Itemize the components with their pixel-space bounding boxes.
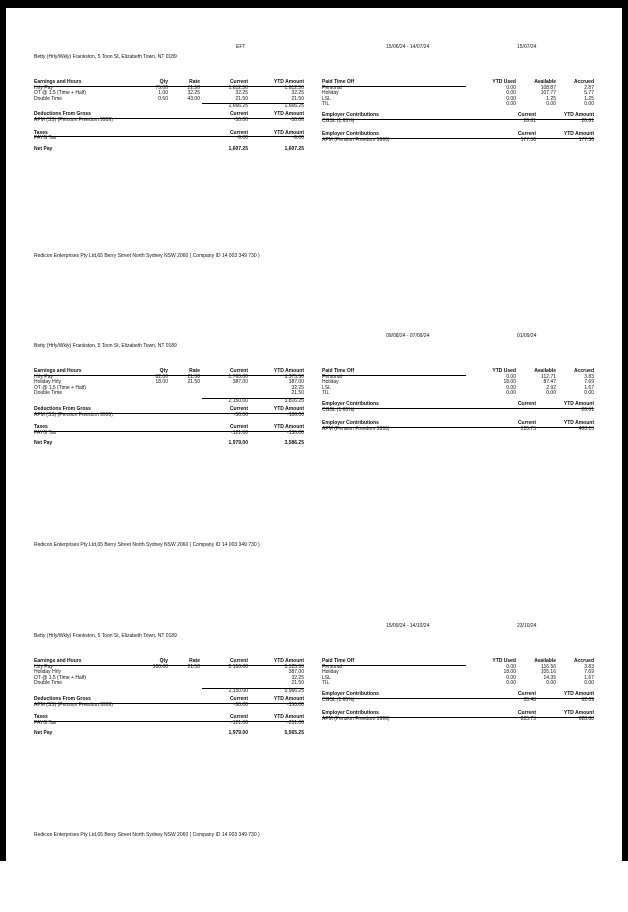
emp1-current-header: Current (517, 401, 536, 407)
deductions-current-header: Current (229, 696, 248, 702)
emp2-cell: APM (Pension Freedom 9999) (322, 136, 390, 143)
emp1-cell: 35.48 (523, 696, 536, 703)
earnings-cell (200, 391, 248, 397)
qty-header: Qty (159, 79, 168, 85)
earnings-cell: 21.50 (291, 390, 304, 397)
pto-available-header: Available (534, 368, 556, 374)
emp2-current-header: Current (517, 420, 536, 427)
earnings-cell: OT @ 1.5 (Time + Half) (34, 384, 86, 391)
deductions-cell: -100.00 (287, 411, 304, 418)
right-border (622, 0, 628, 861)
earnings-cell: Holiday Hrly (34, 379, 61, 386)
taxes-cell: PAYG Tax (34, 135, 57, 142)
taxes-cell: -121.00 (231, 719, 248, 726)
pto-cell: LSL (322, 384, 331, 391)
earnings-cell: 82.00 (155, 373, 168, 380)
pto-cell: 18.00 (503, 379, 516, 386)
eft-label: EFT (236, 44, 246, 50)
net-pay-ytd: 5,565.25 (284, 730, 304, 737)
deductions-current-header: Current (229, 406, 248, 412)
net-pay-label: Net Pay (34, 730, 53, 737)
employee-address: Betty (Hrly/Wkly) Frankston, 5 Toon St, Elizabeth Town, NT 0189 (34, 633, 177, 639)
pto-rule (322, 375, 466, 376)
earnings-cell: 21.50 (235, 95, 248, 102)
pay-period: 15/09/24 - 14/10/24 (386, 623, 430, 629)
pto-cell: 87.47 (543, 379, 556, 386)
earnings-header: Earnings and Hours (34, 368, 82, 374)
emp2-ytd-header: YTD Amount (563, 131, 594, 138)
ded-rule (34, 118, 304, 119)
pto-row (322, 681, 594, 687)
earnings-cell: Double Time (34, 390, 63, 397)
earnings-row (34, 391, 304, 397)
pto-cell: 1.25 (546, 95, 556, 102)
deductions-ytd-header: YTD Amount (273, 696, 304, 702)
company-footer: Redicon Enterprises Pty Ltd,65 Berry Street North Sydney NSW 2060 ( Company ID 14 003 349 730 ) (34, 832, 260, 838)
top-border (0, 0, 628, 8)
earnings-cell: 1,612.50 (284, 84, 304, 91)
pto-cell: 7.69 (584, 379, 594, 386)
pto-row (322, 102, 594, 108)
earnings-cell: 21.50 (187, 663, 200, 670)
earnings-rule (34, 665, 304, 666)
pay-period: 09/08/24 - 07/09/24 (386, 333, 430, 339)
pay-date: 23/10/24 (517, 623, 537, 629)
pto-cell: 105.16 (540, 669, 556, 676)
ytd-header: YTD Amount (273, 368, 304, 374)
ytd-header: YTD Amount (273, 658, 304, 664)
emp2-current-header: Current (517, 131, 536, 138)
pto-cell: 0.00 (506, 101, 516, 108)
deductions-cell: APM (SS) (Pension Freedom 9999) (34, 701, 113, 708)
earnings-cell: 32.25 (291, 674, 304, 681)
earnings-cell: OT @ 1.5 (Time + Half) (34, 90, 86, 97)
earnings-cell: 2,150.00 (228, 663, 248, 670)
rate-header: Rate (189, 658, 200, 664)
earnings-rule (34, 375, 304, 376)
pto-accrued-header: Accrued (573, 368, 594, 374)
emp2-header: Employer Contributions (322, 131, 379, 138)
current-header: Current (229, 368, 248, 374)
net-pay-current: 1,979.00 (228, 730, 248, 737)
emp1-cell: 62.09 (581, 696, 594, 703)
pto-cell: 18.00 (503, 669, 516, 676)
deductions-cell: APM (SS) (Pension Freedom 9999) (34, 411, 113, 418)
earnings-cell (200, 681, 248, 687)
earnings-cell: 75.00 (155, 84, 168, 91)
emp2-ytd-header: YTD Amount (563, 420, 594, 427)
pto-available-header: Available (534, 79, 556, 85)
ded-rule (34, 703, 304, 704)
pto-cell: Personal (322, 663, 342, 670)
earnings-cell: Hrly Pay (34, 84, 53, 91)
earnings-cell: 21.50 (187, 379, 200, 386)
earnings-total-current: 2,150.00 (228, 397, 248, 404)
pay-period: 15/06/24 - 14/07/24 (386, 44, 430, 50)
company-footer: Redicon Enterprises Pty Ltd,65 Berry Street North Sydney NSW 2060 ( Company ID 14 003 349 730 ) (34, 253, 260, 259)
emp2-ytd-header: YTD Amount (563, 710, 594, 717)
earnings-cell: 5,525.50 (284, 663, 304, 670)
taxes-current-header: Current (229, 129, 248, 136)
deductions-cell: -50.00 (233, 116, 248, 123)
pto-cell: 0.00 (546, 101, 556, 108)
earnings-cell: 387.00 (288, 669, 304, 676)
pto-cell: 5.77 (584, 90, 594, 97)
emp1-rule (322, 119, 594, 120)
earnings-cell: 1,612.50 (228, 84, 248, 91)
rate-header: Rate (189, 368, 200, 374)
pto-cell: Holiday (322, 669, 339, 676)
earnings-cell: 21.50 (187, 84, 200, 91)
pto-cell: 2.87 (584, 84, 594, 91)
earnings-cell: 21.50 (291, 95, 304, 102)
earnings-cell: OT @ 1.5 (Time + Half) (34, 674, 86, 681)
pto-cell: 7.69 (584, 669, 594, 676)
taxes-current-header: Current (229, 714, 248, 721)
pto-cell: TIL (322, 680, 330, 687)
earnings-cell: 43.00 (187, 95, 200, 102)
employee-address: Betty (Hrly/Wkly) Frankston, 5 Toon St, Elizabeth Town, NT 0189 (34, 343, 177, 349)
earnings-cell: 32.25 (291, 90, 304, 97)
pto-cell: 0.00 (506, 90, 516, 97)
pto-cell: 0.00 (506, 384, 516, 391)
pto-cell: 3.83 (584, 663, 594, 670)
pto-cell: 14.35 (543, 674, 556, 681)
net-pay-ytd: 1,607.25 (284, 145, 304, 152)
earnings-cell: 1.00 (158, 90, 168, 97)
earnings-cell: 18.00 (155, 379, 168, 386)
pto-cell: 0.00 (506, 390, 516, 397)
emp1-cell: 26.61 (581, 406, 594, 413)
pto-cell: 0.00 (546, 390, 556, 397)
pto-cell: 0.00 (584, 390, 594, 397)
pto-rule (322, 86, 466, 87)
paid-time-off-table (322, 659, 594, 687)
emp1-rule (322, 408, 594, 409)
earnings-table (34, 80, 304, 102)
emp2-header: Employer Contributions (322, 710, 379, 717)
pto-cell: 1.67 (584, 674, 594, 681)
taxes-header: Taxes (34, 714, 48, 721)
pto-cell: 0.00 (506, 680, 516, 687)
pto-used-header: YTD Used (492, 658, 516, 664)
pay-date: 01/09/24 (517, 333, 537, 339)
pto-cell: 1.25 (584, 95, 594, 102)
pto-header: Paid Time Off (322, 79, 355, 85)
earnings-total-ytd: 5,966.25 (284, 687, 304, 694)
earnings-total-current: 1,666.25 (228, 102, 248, 109)
emp2-cell: 225.75 (520, 715, 536, 722)
pto-rule (322, 665, 466, 666)
earnings-cell (168, 681, 200, 687)
emp2-rule (322, 717, 594, 718)
paid-time-off-table (322, 80, 594, 108)
emp1-current-header: Current (517, 112, 536, 118)
taxes-header: Taxes (34, 129, 48, 136)
payslip (34, 622, 594, 912)
earnings-cell: 387.00 (288, 379, 304, 386)
deductions-header: Deductions From Gross (34, 696, 91, 702)
payslip (34, 43, 594, 333)
emp1-cell: CGSL (1.65%) (322, 696, 355, 703)
taxes-cell: -9.00 (236, 135, 248, 142)
earnings-cell: 32.25 (235, 90, 248, 97)
net-pay-ytd: 3,586.25 (284, 440, 304, 447)
pto-cell: TIL (322, 390, 330, 397)
emp2-cell: 177.36 (578, 136, 594, 143)
net-pay-table (34, 147, 304, 153)
taxes-cell: -251.00 (287, 719, 304, 726)
pto-header: Paid Time Off (322, 658, 355, 664)
earnings-cell: Hrly Pay (34, 373, 53, 380)
pto-cell: 0.00 (584, 101, 594, 108)
taxes-ytd-header: YTD Amount (273, 714, 304, 721)
net-pay-label: Net Pay (34, 145, 53, 152)
earnings-cell: Double Time (34, 680, 63, 687)
earnings-cell: 32.25 (291, 384, 304, 391)
pto-row (322, 391, 594, 397)
earnings-total-ytd: 3,816.25 (284, 397, 304, 404)
tax-rule (34, 431, 304, 432)
deductions-cell: -50.00 (233, 411, 248, 418)
deductions-ytd-header: YTD Amount (273, 406, 304, 412)
ytd-header: YTD Amount (273, 79, 304, 85)
emp2-cell: 225.75 (520, 425, 536, 432)
company-footer: Redicon Enterprises Pty Ltd,65 Berry Street North Sydney NSW 2060 ( Company ID 14 003 349 730 ) (34, 542, 260, 548)
taxes-cell: -9.00 (292, 135, 304, 142)
emp1-header: Employer Contributions (322, 401, 379, 407)
pto-cell: 108.87 (540, 84, 556, 91)
earnings-cell: 100.00 (152, 663, 168, 670)
earnings-header: Earnings and Hours (34, 79, 82, 85)
earnings-cell: Holiday Hrly (34, 669, 61, 676)
earnings-total-current: 2,150.00 (228, 687, 248, 694)
taxes-cell: -121.00 (231, 429, 248, 436)
pto-cell: 3.83 (584, 373, 594, 380)
emp1-ytd-header: YTD Amount (563, 401, 594, 407)
earnings-total-ytd: 1,666.25 (284, 102, 304, 109)
pto-cell: LSL (322, 674, 331, 681)
earnings-rule (34, 86, 304, 87)
taxes-ytd-header: YTD Amount (273, 424, 304, 431)
tax-rule (34, 721, 304, 722)
earnings-cell: 3,375.50 (284, 373, 304, 380)
taxes-current-header: Current (229, 424, 248, 431)
pto-cell: 0.00 (506, 663, 516, 670)
paid-time-off-table (322, 369, 594, 397)
earnings-cell: Double Time (34, 95, 63, 102)
earnings-cell (126, 391, 168, 397)
emp1-cell: CGSL (1.65%) (322, 117, 355, 124)
pto-cell: 107.77 (540, 90, 556, 97)
earnings-row (34, 681, 304, 687)
pto-cell: Personal (322, 84, 342, 91)
earnings-cell: 1,763.00 (228, 373, 248, 380)
emp1-rule (322, 698, 594, 699)
emp2-header: Employer Contributions (322, 420, 379, 427)
pto-cell: 1.67 (584, 384, 594, 391)
pto-cell: 112.71 (541, 373, 556, 380)
deductions-current-header: Current (229, 111, 248, 118)
pto-cell: Personal (322, 373, 342, 380)
earnings-cell (126, 681, 168, 687)
deductions-header: Deductions From Gross (34, 406, 91, 412)
deductions-ytd-header: YTD Amount (273, 111, 304, 118)
net-pay-label: Net Pay (34, 440, 53, 447)
emp2-cell: 403.13 (578, 425, 594, 432)
earnings-cell: 0.50 (158, 95, 168, 102)
pto-cell: 116.56 (541, 663, 556, 670)
emp1-cell: 26.61 (523, 117, 536, 124)
emp1-header: Employer Contributions (322, 691, 379, 697)
deductions-cell: APM (SS) (Pension Freedom 9999) (34, 116, 113, 123)
earnings-cell: 21.50 (291, 680, 304, 687)
pto-cell: 0.00 (506, 84, 516, 91)
qty-header: Qty (159, 368, 168, 374)
pto-accrued-header: Accrued (573, 658, 594, 664)
tax-rule (34, 136, 304, 137)
pto-cell: TIL (322, 101, 330, 108)
earnings-header: Earnings and Hours (34, 658, 82, 664)
pto-used-header: YTD Used (492, 368, 516, 374)
pto-cell: 0.00 (506, 95, 516, 102)
emp1-ytd-header: YTD Amount (563, 691, 594, 697)
left-border (0, 0, 6, 861)
taxes-cell: -130.00 (287, 429, 304, 436)
earnings-cell: 32.25 (187, 90, 200, 97)
deductions-cell: -50.00 (233, 701, 248, 708)
pto-cell: 0.00 (584, 680, 594, 687)
pto-cell: Holiday (322, 90, 339, 97)
net-pay-table (34, 731, 304, 737)
ded-rule (34, 413, 304, 414)
qty-header: Qty (159, 658, 168, 664)
emp2-cell: APM (Pension Freedom 9999) (322, 425, 390, 432)
deductions-header: Deductions From Gross (34, 111, 91, 118)
employee-address: Betty (Hrly/Wkly) Frankston, 5 Toon St, Elizabeth Town, NT 0189 (34, 54, 177, 60)
taxes-cell: PAYG Tax (34, 719, 57, 726)
emp1-current-header: Current (517, 691, 536, 697)
current-header: Current (229, 79, 248, 85)
emp2-rule (322, 427, 594, 428)
pto-header: Paid Time Off (322, 368, 355, 374)
emp1-cell: 26.61 (581, 117, 594, 124)
earnings-row (34, 97, 304, 103)
rate-header: Rate (189, 79, 200, 85)
pto-accrued-header: Accrued (573, 79, 594, 85)
pto-cell: 0.00 (506, 373, 516, 380)
deductions-cell: -150.00 (287, 701, 304, 708)
net-pay-current: 1,979.00 (228, 440, 248, 447)
net-pay-current: 1,607.25 (228, 145, 248, 152)
taxes-header: Taxes (34, 424, 48, 431)
earnings-table (34, 659, 304, 687)
emp2-cell: 177.36 (520, 136, 536, 143)
earnings-cell: 21.50 (187, 373, 200, 380)
pto-used-header: YTD Used (492, 79, 516, 85)
taxes-ytd-header: YTD Amount (273, 129, 304, 136)
payslip (34, 332, 594, 622)
emp1-header: Employer Contributions (322, 112, 379, 118)
emp2-cell: 628.88 (578, 715, 594, 722)
earnings-cell (168, 391, 200, 397)
taxes-cell: PAYG Tax (34, 429, 57, 436)
pay-date: 15/07/24 (517, 44, 537, 50)
emp1-cell: CGSL (1.65%) (322, 406, 355, 413)
emp2-current-header: Current (517, 710, 536, 717)
pto-cell: LSL (322, 95, 331, 102)
net-pay-table (34, 441, 304, 447)
pto-cell: 2.92 (546, 384, 556, 391)
deductions-cell: -50.00 (289, 116, 304, 123)
earnings-cell: Hrly Pay (34, 663, 53, 670)
emp2-cell: APM (Pension Freedom 9999) (322, 715, 390, 722)
pto-cell: 0.00 (546, 680, 556, 687)
emp2-rule (322, 138, 594, 139)
emp1-ytd-header: YTD Amount (563, 112, 594, 118)
pto-cell: Holiday (322, 379, 339, 386)
current-header: Current (229, 658, 248, 664)
pto-cell: 0.00 (506, 674, 516, 681)
earnings-table (34, 369, 304, 397)
pto-available-header: Available (534, 658, 556, 664)
earnings-cell: 387.00 (232, 379, 248, 386)
